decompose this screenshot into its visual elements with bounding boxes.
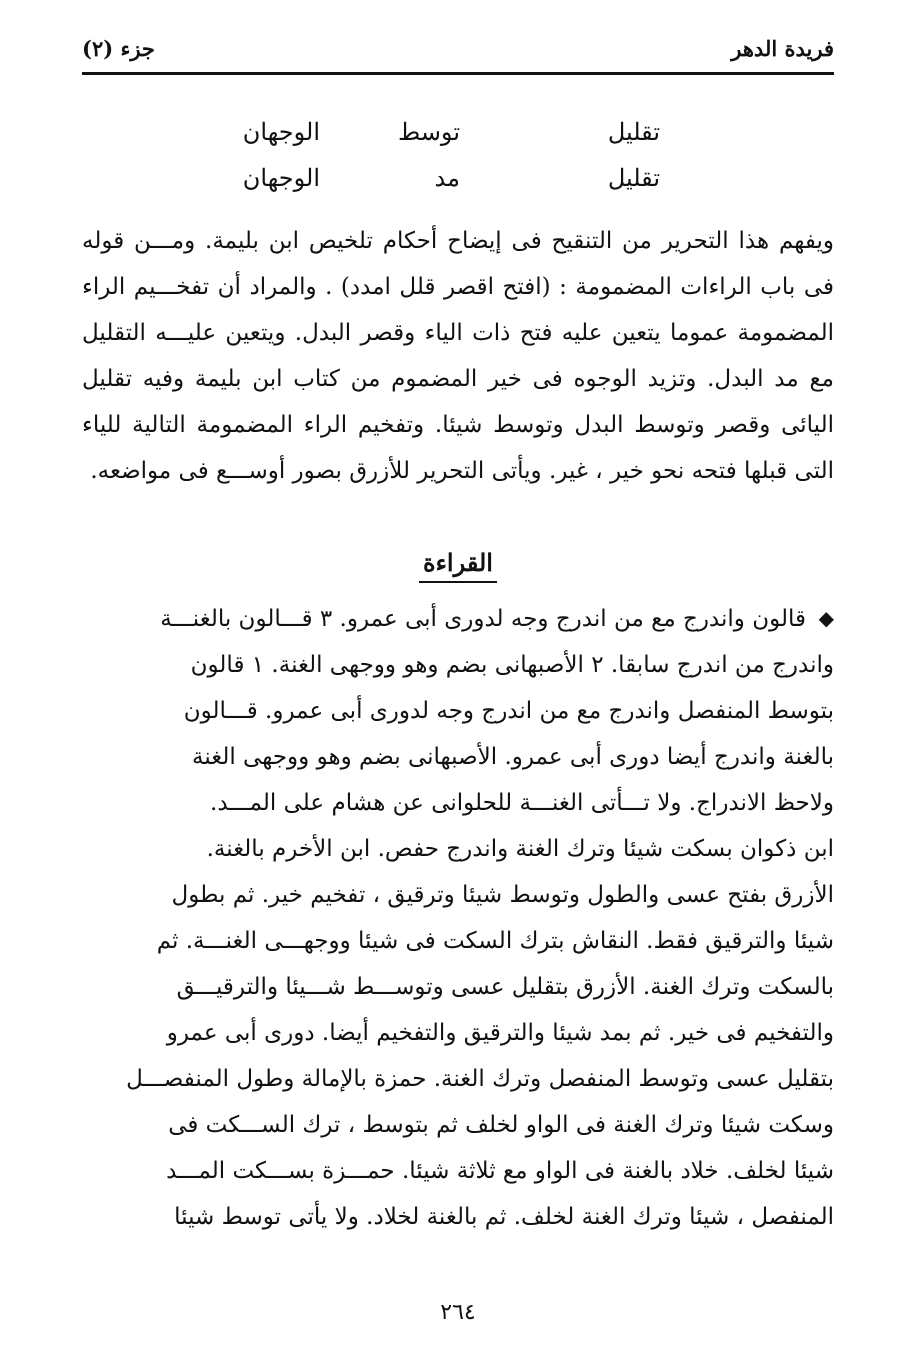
table-cell: تقليل: [607, 164, 660, 192]
text-line: بالغنة واندرج أيضا دورى أبى عمرو. الأصبهانى بضم وهو ووجهى الغنة: [191, 744, 834, 770]
bullet-diamond-icon: ◆: [818, 606, 834, 630]
table-cell: الوجهان: [242, 164, 320, 192]
page-number: ٢٦٤: [440, 1300, 476, 1325]
text-line: المنفصل ، شيئا وترك الغنة لخلف. ثم بالغنة لخلاد. ولا يأتى توسط شيئا: [174, 1204, 834, 1230]
table-row: [150, 118, 690, 158]
text-line: واندرج من اندرج سابقا. ٢ الأصبهانى بضم وهو ووجهى الغنة. ١ قالون: [190, 652, 834, 678]
text-line: بالسكت وترك الغنة. الأزرق بتقليل عسى وتوســـط شـــيئا والترقيـــق: [176, 974, 834, 1000]
text-line: والتفخيم فى خير. ثم بمد شيئا والترقيق والتفخيم أيضا. دورى أبى عمرو: [166, 1020, 834, 1046]
paragraph-intro: ويفهم هذا التحرير من التنقيح فى إيضاح أحكام تلخيص ابن بليمة. ومـــن قوله فى باب الراءات المضمومة : (افتح اقصر قلل امدد) . والمراد أن تفخـــيم الراء المضمومة عموما يتعين عليه فتح ذات الياء وقصر البدل. ويتعين عليـــه التقليل مع مد البدل. وتزيد الوجوه فى خير المضموم من كتاب ابن بليمة وفيه تقليل اليائى وقصر وتوسط البدل وتوسط شيئا. وتفخيم الراء المضمومة التالية للياء التى قبلها فتحه نحو خير ، غير. ويأتى التحرير للأزرق بصور أوســـع فى مواضعه.: [82, 228, 835, 484]
text-line: ابن ذكوان بسكت شيئا وترك الغنة واندرج حفص. ابن الأخرم بالغنة.: [206, 836, 834, 862]
table-row: [150, 164, 690, 204]
book-title: فريدة الدهر: [731, 36, 834, 61]
table-cell: مد: [434, 164, 460, 192]
paragraph-readings: [102, 596, 834, 1240]
table-cell: توسط: [398, 118, 460, 146]
text-line: بتقليل عسى وتوسط المنفصل وترك الغنة. حمزة بالإمالة وطول المنفصـــل: [126, 1066, 834, 1092]
text-line: وسكت شيئا وترك الغنة فى الواو لخلف ثم بتوسط ، ترك الســـكت فى: [168, 1112, 834, 1138]
header-rule: [82, 72, 834, 75]
text-line: قالون واندرج مع من اندرج وجه لدورى أبى عمرو. ٣ قـــالون بالغنـــة: [160, 606, 806, 632]
part-label: جزء (٢): [82, 36, 155, 61]
text-line: ولاحظ الاندراج. ولا تـــأتى الغنـــة للحلوانى عن هشام على المـــد.: [210, 790, 834, 816]
page-header: [82, 30, 834, 70]
text-line: شيئا لخلف. خلاد بالغنة فى الواو مع ثلاثة شيئا. حمـــزة بســـكت المـــد: [166, 1158, 834, 1184]
table-cell: تقليل: [607, 118, 660, 146]
section-title-text: القراءة: [419, 548, 497, 583]
text-line: شيئا والترقيق فقط. النقاش بترك السكت فى شيئا ووجهـــى الغنـــة. ثم: [156, 928, 834, 954]
text-line: بتوسط المنفصل واندرج مع من اندرج وجه لدورى أبى عمرو. قـــالون: [183, 698, 834, 724]
text-line: الأزرق بفتح عسى والطول وتوسط شيئا وترقيق ، تفخيم خير. ثم بطول: [171, 882, 834, 908]
table-cell: الوجهان: [242, 118, 320, 146]
section-title: [82, 548, 834, 577]
